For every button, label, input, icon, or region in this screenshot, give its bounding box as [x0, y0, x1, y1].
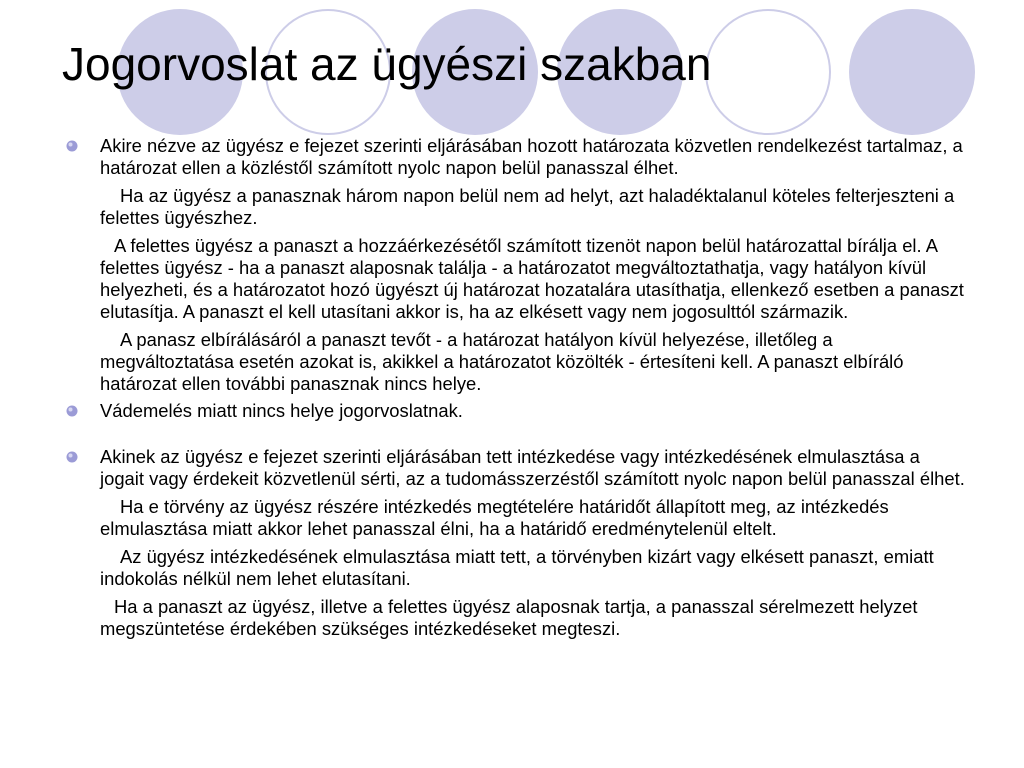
bullet-item	[66, 446, 966, 640]
decor-circle-filled	[849, 9, 975, 135]
bullet-item	[66, 400, 966, 422]
bullet-paragraph: A panasz elbírálásáról a panaszt tevőt - a határozat hatályon kívül helyezése, illetőleg a megváltoztatása esetén azokat is, akikkel a határozatot közölték - értesíteni kell. A panaszt elbíráló határozat ellen további panasznak nincs helye.	[100, 329, 904, 394]
circle-bullet-icon	[66, 451, 78, 463]
circle-bullet-icon	[66, 140, 78, 152]
bullet-paragraph: A felettes ügyész a panaszt a hozzáérkezésétől számított tizenöt napon belül határozattal bírálja el. A felettes ügyész - ha a panaszt alaposnak találja - a határozatot megváltoztathatja, vagy hatályon kívül helyezheti, és a határozatot hozó ügyészt új határozat hozatalára utasíthatja, ellenkező esetben a panaszt elutasítja. A panaszt el kell utasítani akkor is, ha az elkésett vagy nem jogosulttól származik.	[100, 235, 964, 322]
bullet-paragraph: Vádemelés miatt nincs helye jogorvoslatnak.	[100, 400, 463, 421]
decor-circle-outline	[706, 10, 830, 134]
bullet-paragraph: Ha a panaszt az ügyész, illetve a felettes ügyész alaposnak tartja, a panasszal sérelmezett helyzet megszüntetése érdekében szükséges intézkedéseket megteszi.	[100, 596, 918, 639]
bullet-paragraph: Ha e törvény az ügyész részére intézkedés megtételére határidőt állapított meg, az intézkedés elmulasztása miatt akkor lehet panasszal élni, ha a határidő eredménytelenül eltelt.	[100, 496, 889, 539]
bullet-paragraph: Ha az ügyész a panasznak három napon belül nem ad helyt, azt haladéktalanul köteles felterjeszteni a felettes ügyészhez.	[100, 185, 955, 228]
bullet-paragraph: Akinek az ügyész e fejezet szerinti eljárásában tett intézkedése vagy intézkedésének elmulasztása a jogait vagy érdekeit közvetlenül sérti, az a tudomásszerzéstől számított nyolc napon belül panasszal élhet.	[100, 446, 965, 489]
circle-bullet-icon	[66, 405, 78, 417]
bullet-paragraph: Akire nézve az ügyész e fejezet szerinti eljárásában hozott határozata közvetlen rendelkezést tartalmaz, a határozat ellen a közléstől számított nyolc napon belül panasszal élhet.	[100, 135, 963, 178]
bullet-paragraph: Az ügyész intézkedésének elmulasztása miatt tett, a törvényben kizárt vagy elkésett panaszt, emiatt indokolás nélkül nem lehet elutasítani.	[100, 546, 934, 589]
slide-body	[66, 135, 966, 640]
slide-title: Jogorvoslat az ügyészi szakban	[62, 38, 712, 90]
bullet-item	[66, 135, 966, 395]
